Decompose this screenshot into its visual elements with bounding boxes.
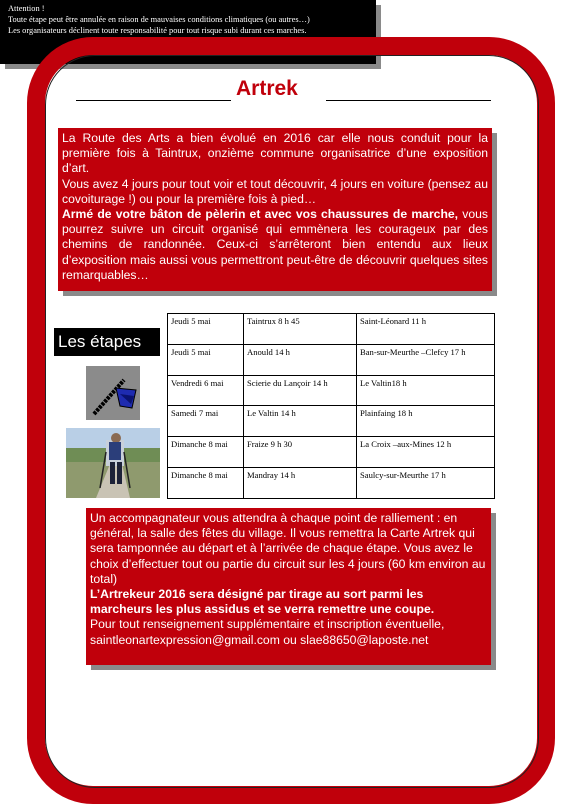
- info-paragraph-1: Un accompagnateur vous attendra à chaque point de ralliement : en général, la salle des fêtes du village. Il vous remettra la Carte Artrek qui sera tamponnée au départ et à l’arrivée de chaque étape. Vous avez le choix d’effectuer tout ou partie du circuit sur les 4 jours (60 km environ au total): [90, 511, 486, 586]
- notice-title: Attention !: [8, 4, 45, 13]
- etapes-heading: Les étapes: [54, 328, 160, 356]
- schedule-table: [167, 313, 495, 499]
- table-row: [168, 406, 495, 437]
- intro-paragraph-1: La Route des Arts a bien évolué en 2016 car elle nous conduit pour la première fois à Taintrux, onzième commune organisatrice d’une exposition d’art.: [62, 131, 488, 176]
- schedule-end: Ban-sur-Meurthe –Clefcy 17 h: [357, 344, 495, 375]
- schedule-day: Jeudi 5 mai: [168, 314, 244, 345]
- schedule-end: Saulcy-sur-Meurthe 17 h: [357, 468, 495, 499]
- notice-line-2: Les organisateurs déclinent toute responsabilité pour tout risque subi durant ces marches.: [8, 26, 307, 35]
- contact-emails[interactable]: saintleonartexpression@gmail.com ou slae88650@laposte.net: [90, 632, 429, 647]
- schedule-day: Jeudi 5 mai: [168, 344, 244, 375]
- schedule-end: La Croix –aux-Mines 12 h: [357, 437, 495, 468]
- info-paragraph-3: Pour tout renseignement supplémentaire et inscription éventuelle,: [90, 617, 445, 632]
- schedule-end: Le Valtin18 h: [357, 375, 495, 406]
- schedule-start: Taintrux 8 h 45: [244, 314, 357, 345]
- schedule-start: Scierie du Lançoir 14 h: [244, 375, 357, 406]
- notice-line-1: Toute étape peut être annulée en raison de mauvaises conditions climatiques (ou autres…): [8, 15, 310, 24]
- table-row: [168, 468, 495, 499]
- schedule-day: Dimanche 8 mai: [168, 468, 244, 499]
- schedule-start: Mandray 14 h: [244, 468, 357, 499]
- schedule-start: Anould 14 h: [244, 344, 357, 375]
- schedule-end: Saint-Léonard 11 h: [357, 314, 495, 345]
- schedule-day: Samedi 7 mai: [168, 406, 244, 437]
- table-row: [168, 314, 495, 345]
- schedule-start: Le Valtin 14 h: [244, 406, 357, 437]
- title-rule-right: [326, 100, 491, 101]
- schedule-day: Dimanche 8 mai: [168, 437, 244, 468]
- schedule-start: Fraize 9 h 30: [244, 437, 357, 468]
- page-title: Artrek: [236, 77, 298, 100]
- table-row: [168, 437, 495, 468]
- title-rule-left: [76, 100, 231, 101]
- schedule-day: Vendredi 6 mai: [168, 375, 244, 406]
- schedule-end: Plainfaing 18 h: [357, 406, 495, 437]
- info-paragraph-2: L’Artrekeur 2016 sera désigné par tirage au sort parmi les marcheurs les plus assidus et se verra remettre une coupe.: [90, 587, 435, 617]
- intro-box: [58, 128, 492, 291]
- intro-paragraph-3: [62, 207, 488, 283]
- info-box: [86, 508, 491, 665]
- intro-bold-text: Armé de votre bâton de pèlerin et avec vos chaussures de marche,: [62, 207, 459, 222]
- intro-paragraph-2: Vous avez 4 jours pour tout voir et tout découvrir, 4 jours en voiture (pensez au covoiturage !) ou pour la première fois à pied…: [62, 176, 488, 206]
- table-row: [168, 344, 495, 375]
- intro-text: vous pourrez suivre un circuit organisé qui emmènera les courageux par des chemins de randonnée. Ceux-ci s’arrêteront bien entendu aux lieux d’exposition mais aussi vous permettront peut-être de découvrir quelques sites remarquables…: [62, 207, 488, 282]
- hiker-photo: [66, 428, 160, 498]
- flag-icon: [86, 366, 140, 420]
- table-row: [168, 375, 495, 406]
